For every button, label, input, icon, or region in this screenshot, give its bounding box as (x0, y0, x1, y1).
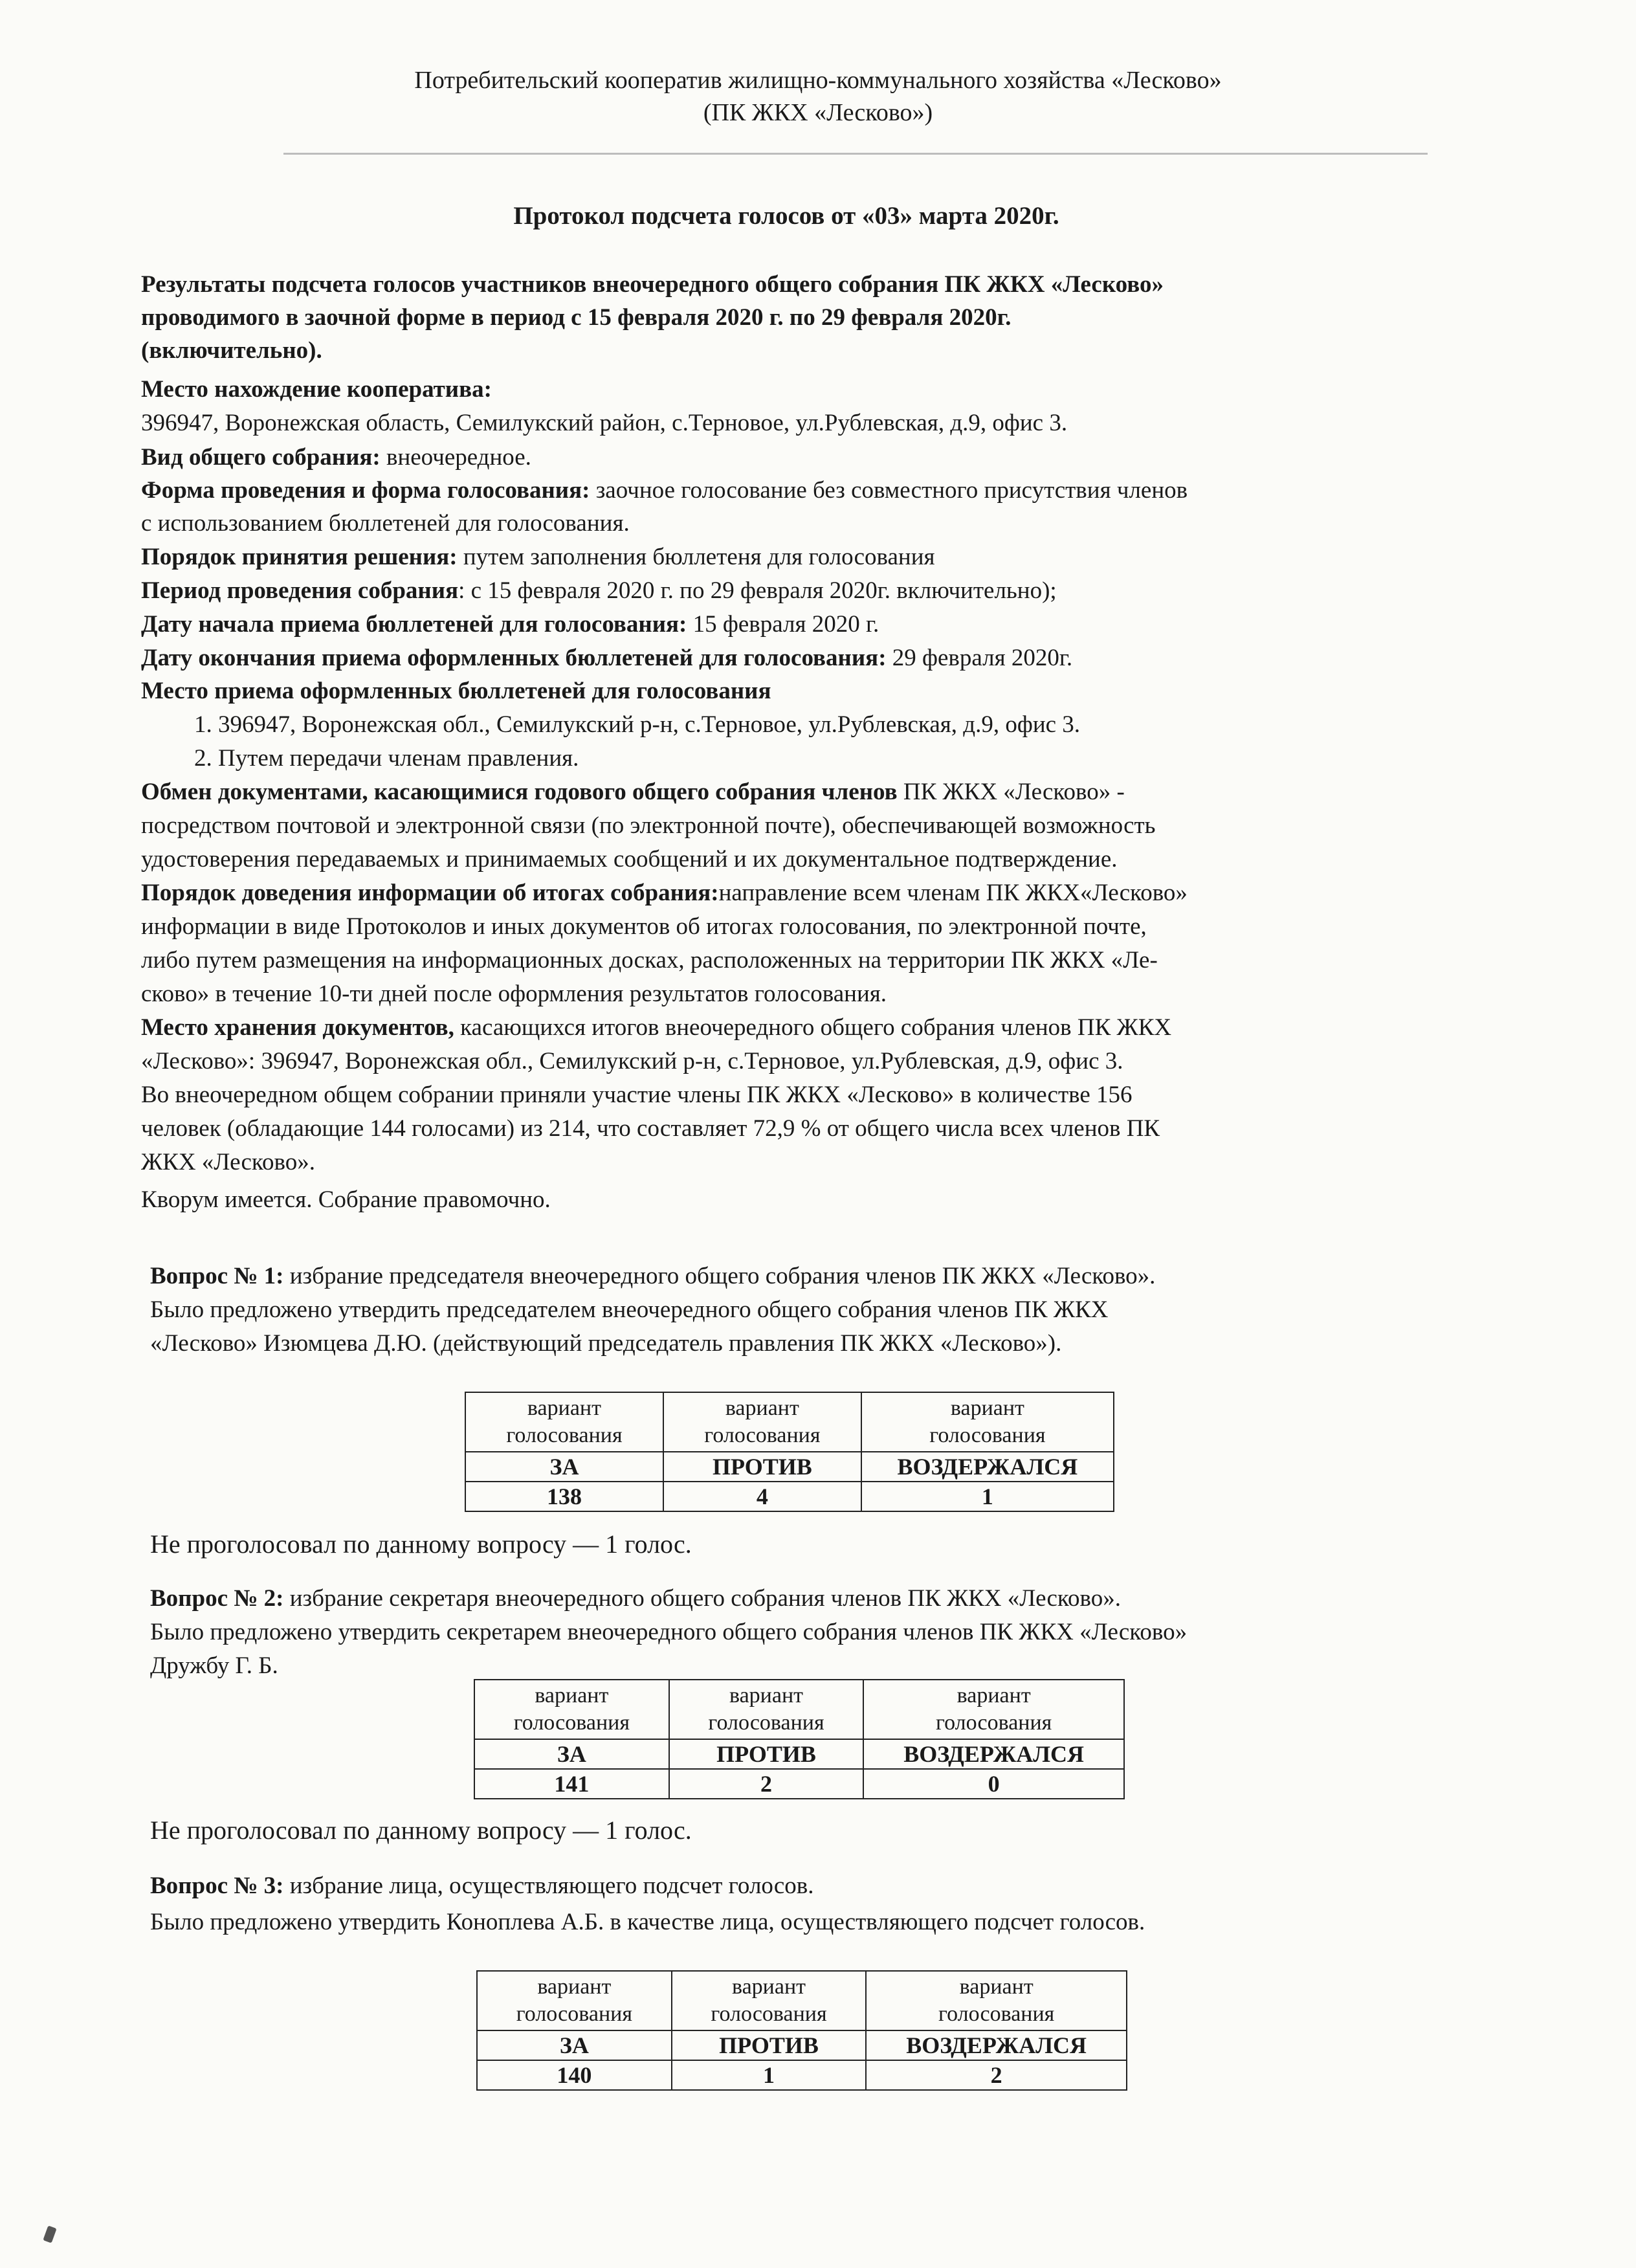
q2-vozd-label: ВОЗДЕРЖАЛСЯ (863, 1739, 1124, 1769)
q1-za-value: 138 (465, 1482, 663, 1511)
q2-line2: Было предложено утвердить секретарем внеочередного общего собрания членов ПК ЖКХ «Лесково» (150, 1619, 1188, 1645)
q2-label: Вопрос № 2: (150, 1585, 284, 1612)
meeting-form-value2: с использованием бюллетеней для голосования. (141, 510, 630, 537)
meeting-form-label: Форма проведения и форма голосования: (141, 477, 590, 504)
meeting-kind-value: внеочередное. (380, 444, 531, 471)
q2-za-label: ЗА (474, 1739, 669, 1769)
receipt-item-1: 1. 396947, Воронежская обл., Семилукский р-н, с.Терновое, ул.Рублевская, д.9, офис 3. (194, 711, 1081, 738)
decision-order (141, 542, 935, 573)
inform-label: Порядок доведения информации об итогах собрания: (141, 880, 719, 906)
q2-za-value: 141 (474, 1769, 669, 1799)
meeting-form (141, 475, 1188, 506)
q2-tail: избрание секретаря внеочередного общего собрания членов ПК ЖКХ «Лесково». (283, 1585, 1121, 1612)
q2-vozd-value: 0 (863, 1769, 1124, 1799)
receipt-label: Место приема оформленных бюллетеней для голосования (141, 678, 771, 704)
q3-za-value: 140 (477, 2060, 672, 2090)
exchange-line1 (141, 777, 1125, 808)
exchange-label: Обмен документами, касающимися годового общего собрания членов (141, 779, 898, 805)
q3-col-vozd-header: вариант голосования (866, 1971, 1127, 2030)
ballot-end-label: Дату окончания приема оформленных бюллетеней для голосования: (141, 645, 887, 671)
q1-col-vozd-header: вариант голосования (861, 1392, 1114, 1452)
q3-col-protiv-header: вариант голосования (672, 1971, 867, 2030)
q1-vozd-label: ВОЗДЕРЖАЛСЯ (861, 1452, 1114, 1482)
exchange-line2: посредством почтовой и электронной связи (по электронной почте), обеспечивающей возможность (141, 812, 1156, 839)
q2-line1 (150, 1583, 1121, 1614)
q1-tail: избрание председателя внеочередного общего собрания членов ПК ЖКХ «Лесково». (283, 1263, 1156, 1289)
q3-line2: Было предложено утвердить Коноплева А.Б. в качестве лица, осуществляющего подсчет голосов. (150, 1909, 1145, 1935)
intro-line2: проводимого в заочной форме в период с 15 февраля 2020 г. по 29 февраля 2020г. (141, 304, 1011, 331)
q2-protiv-label: ПРОТИВ (669, 1739, 864, 1769)
q1-line1 (150, 1261, 1155, 1292)
q2-note: Не проголосовал по данному вопросу — 1 голос. (150, 1816, 692, 1845)
inform-tail: направление всем членам ПК ЖКХ«Лесково» (718, 880, 1188, 906)
quorum-line: Кворум имеется. Собрание правомочно. (141, 1186, 551, 1213)
q3-label: Вопрос № 3: (150, 1873, 284, 1899)
inform-line3: либо путем размещения на информационных досках, расположенных на территории ПК ЖКХ «Ле- (141, 947, 1158, 973)
org-name-line2: (ПК ЖКХ «Лесково») (703, 99, 933, 126)
exchange-tail: ПК ЖКХ «Лесково» - (897, 779, 1125, 805)
location-label: Место нахождение кооператива: (141, 376, 492, 403)
q1-vozd-value: 1 (861, 1482, 1114, 1511)
q1-label: Вопрос № 1: (150, 1263, 284, 1289)
meeting-period-label: Период проведения собрания (141, 577, 459, 604)
q1-protiv-label: ПРОТИВ (663, 1452, 861, 1482)
org-name-line1: Потребительский кооператив жилищно-коммунального хозяйства «Лесково» (414, 67, 1222, 94)
q2-results-table (474, 1679, 1125, 1799)
q1-line3: «Лесково» Изюмцева Д.Ю. (действующий председатель правления ПК ЖКХ «Лесково»). (150, 1330, 1062, 1357)
q3-za-label: ЗА (477, 2030, 672, 2060)
participation-line1: Во внеочередном общем собрании приняли участие члены ПК ЖКХ «Лесково» в количестве 156 (141, 1082, 1133, 1108)
q3-results-table (476, 1970, 1127, 2091)
q1-line2: Было предложено утвердить председателем внеочередного общего собрания членов ПК ЖКХ (150, 1296, 1109, 1323)
decision-order-label: Порядок принятия решения: (141, 544, 458, 570)
storage-line1 (141, 1012, 1171, 1043)
decision-order-value: путем заполнения бюллетеня для голосования (457, 544, 935, 570)
meeting-period-value: : с 15 февраля 2020 г. по 29 февраля 2020г. включительно); (458, 577, 1057, 604)
page-title: Протокол подсчета голосов от «03» марта 2020г. (513, 202, 1059, 230)
inform-line1 (141, 878, 1188, 909)
q1-note: Не проголосовал по данному вопросу — 1 голос. (150, 1529, 692, 1559)
ballot-end (141, 643, 1072, 674)
q1-protiv-value: 4 (663, 1482, 861, 1511)
intro-line1: Результаты подсчета голосов участников внеочередного общего собрания ПК ЖКХ «Лесково» (141, 271, 1164, 298)
participation-line3: ЖКХ «Лесково». (141, 1149, 315, 1175)
q1-col-protiv-header: вариант голосования (663, 1392, 861, 1452)
inform-line2: информации в виде Протоколов и иных документов об итогах голосования, по электронной почте, (141, 913, 1147, 940)
q2-col-vozd-header: вариант голосования (863, 1680, 1124, 1739)
ballot-start-value: 15 февраля 2020 г. (687, 611, 879, 638)
header-divider (283, 153, 1428, 155)
meeting-kind (141, 442, 531, 473)
meeting-form-value: заочное голосование без совместного присутствия членов (590, 477, 1188, 504)
meeting-kind-label: Вид общего собрания: (141, 444, 381, 471)
inform-line4: сково» в течение 10-ти дней после оформления результатов голосования. (141, 981, 887, 1007)
intro-line3: (включительно). (141, 337, 322, 364)
q2-protiv-value: 2 (669, 1769, 864, 1799)
ballot-start-label: Дату начала приема бюллетеней для голосования: (141, 611, 687, 638)
meeting-period (141, 575, 1057, 606)
q3-protiv-value: 1 (672, 2060, 867, 2090)
location-value: 396947, Воронежская область, Семилукский район, с.Терновое, ул.Рублевская, д.9, офис 3. (141, 410, 1068, 436)
q1-col-za-header: вариант голосования (465, 1392, 663, 1452)
q1-za-label: ЗА (465, 1452, 663, 1482)
q3-vozd-label: ВОЗДЕРЖАЛСЯ (866, 2030, 1127, 2060)
q3-tail: избрание лица, осуществляющего подсчет голосов. (283, 1873, 814, 1899)
ballot-end-value: 29 февраля 2020г. (886, 645, 1073, 671)
storage-line2: «Лесково»: 396947, Воронежская обл., Семилукский р-н, с.Терновое, ул.Рублевская, д.9, офис 3. (141, 1048, 1123, 1074)
storage-tail: касающихся итогов внеочередного общего собрания членов ПК ЖКХ (454, 1014, 1172, 1041)
ballot-start (141, 609, 879, 640)
scan-mark (43, 2225, 56, 2243)
q3-protiv-label: ПРОТИВ (672, 2030, 867, 2060)
receipt-item-2: 2. Путем передачи членам правления. (194, 745, 579, 772)
q2-col-za-header: вариант голосования (474, 1680, 669, 1739)
q1-results-table (465, 1392, 1114, 1512)
participation-line2: человек (обладающие 144 голосами) из 214, что составляет 72,9 % от общего числа всех членов ПК (141, 1115, 1160, 1142)
storage-label: Место хранения документов, (141, 1014, 454, 1041)
q2-line3: Дружбу Г. Б. (150, 1652, 278, 1679)
q2-col-protiv-header: вариант голосования (669, 1680, 864, 1739)
q3-line1 (150, 1871, 813, 1902)
exchange-line3: удостоверения передаваемых и принимаемых сообщений и их документальное подтверждение. (141, 846, 1118, 873)
q3-col-za-header: вариант голосования (477, 1971, 672, 2030)
q3-vozd-value: 2 (866, 2060, 1127, 2090)
